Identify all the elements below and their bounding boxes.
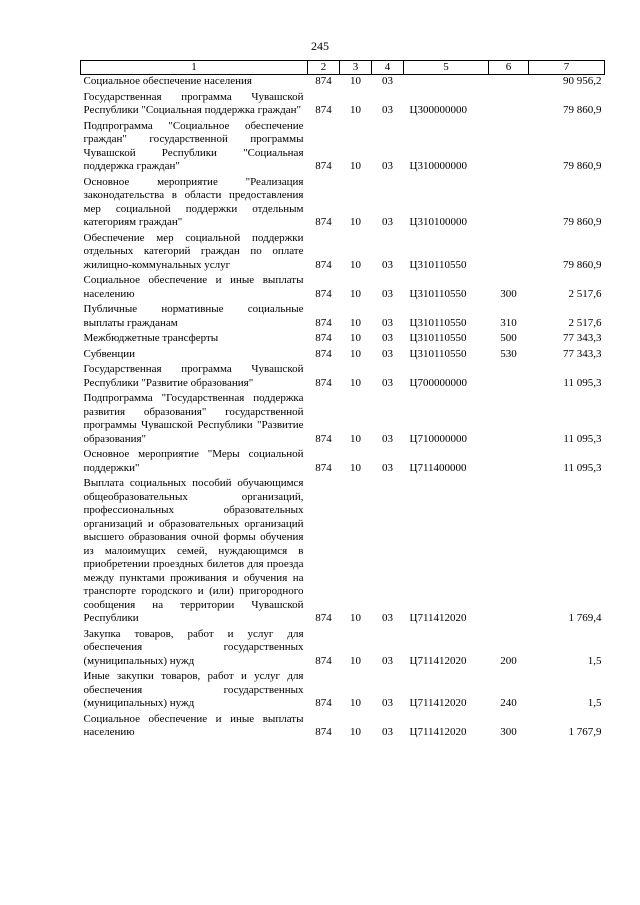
row-ministry-code: 874 (315, 160, 332, 172)
row-subsection-code: 03 (382, 726, 393, 738)
row-amount: 77 343,3 (563, 347, 602, 360)
row-subsection-code: 03 (382, 332, 393, 344)
row-section-code: 10 (350, 104, 361, 116)
header-col-6: 6 (489, 61, 529, 75)
row-ministry-code: 874 (315, 612, 332, 624)
row-ministry-code: 874 (315, 287, 332, 300)
table-row (81, 232, 605, 275)
row-description: Подпрограмма "Государственная поддержка развития образования" государственной программы Чувашской Республики "Развитие образования" (83, 392, 304, 445)
row-subsection-code: 03 (382, 216, 393, 228)
row-expense-type-code: 310 (500, 316, 517, 329)
row-expense-type-code (489, 232, 529, 275)
row-subsection-code: 03 (382, 461, 393, 474)
row-target-article-code: Ц711412020 (409, 612, 467, 624)
row-subsection-code: 03 (382, 347, 393, 360)
row-expense-type-code (489, 176, 529, 232)
row-section-code: 10 (350, 347, 361, 360)
row-expense-type-code (489, 91, 529, 120)
row-section-code: 10 (350, 258, 361, 271)
row-target-article-code: Ц310110550 (409, 316, 467, 329)
row-subsection-code: 03 (382, 697, 393, 709)
row-amount: 11 095,3 (563, 376, 602, 389)
table-row (81, 332, 605, 348)
row-target-article-code: Ц310110550 (409, 347, 467, 360)
row-subsection-code: 03 (382, 75, 393, 87)
row-section-code: 10 (350, 75, 361, 87)
row-ministry-code: 874 (315, 376, 332, 389)
header-col-7: 7 (529, 61, 605, 75)
row-amount: 11 095,3 (563, 461, 602, 474)
row-expense-type-code: 300 (500, 726, 517, 738)
row-expense-type-code: 200 (500, 654, 517, 667)
row-subsection-code: 03 (382, 104, 393, 116)
row-target-article-code: Ц711400000 (409, 461, 467, 474)
row-target-article-code: Ц310100000 (409, 216, 467, 228)
table-body (81, 75, 605, 742)
row-ministry-code: 874 (315, 316, 332, 329)
row-expense-type-code (489, 363, 529, 392)
row-description: Закупка товаров, работ и услуг для обеспечения государственных (муниципальных) нужд (83, 627, 304, 667)
row-description: Иные закупки товаров, работ и услуг для обеспечения государственных (муниципальных) нужд (83, 670, 304, 709)
row-expense-type-code (489, 477, 529, 628)
row-section-code: 10 (350, 612, 361, 624)
table-row (81, 392, 605, 448)
row-ministry-code: 874 (315, 104, 332, 116)
row-ministry-code: 874 (315, 216, 332, 228)
budget-table (80, 60, 605, 742)
row-description: Социальное обеспечение населения (83, 75, 252, 87)
row-description: Основное мероприятие "Реализация законодательства в области предоставления мер социальной поддержки отдельным категориям граждан" (83, 175, 304, 228)
row-target-article-code: Ц711412020 (409, 726, 467, 738)
row-description: Государственная программа Чувашской Республики "Развитие образования" (83, 363, 304, 389)
row-amount: 79 860,9 (563, 216, 602, 228)
row-amount: 77 343,3 (563, 332, 602, 344)
row-description: Социальное обеспечение и иные выплаты населению (83, 712, 304, 738)
row-description: Обеспечение мер социальной поддержки отдельных категорий граждан по оплате жилищно-коммунальных услуг (83, 231, 304, 271)
row-section-code: 10 (350, 316, 361, 329)
row-description: Подпрограмма "Социальное обеспечение граждан" государственной программы Чувашской Республики "Социальная поддержка граждан" (83, 119, 304, 172)
row-amount: 1 769,4 (568, 612, 602, 624)
table-row (81, 713, 605, 742)
row-section-code: 10 (350, 160, 361, 172)
header-row (81, 61, 605, 75)
row-expense-type-code: 300 (500, 287, 517, 300)
table-row (81, 91, 605, 120)
row-ministry-code: 874 (315, 75, 332, 87)
row-amount: 1,5 (587, 654, 602, 667)
row-amount: 1,5 (587, 697, 602, 709)
table-row (81, 670, 605, 713)
table-row (81, 176, 605, 232)
row-expense-type-code (489, 120, 529, 176)
row-description: Выплата социальных пособий обучающимся общеобразовательных организаций, профессиональных образовательных организаций и образовательных организаций высшего образования очной формы обучения из малоимущих семей, нуждающимся в приобретении проездных билетов для проезда между пунктами проживания и обучения на транспорте городского и (или) пригородного сообщения на территории Чувашской Республики (83, 477, 304, 624)
row-section-code: 10 (350, 332, 361, 344)
row-ministry-code: 874 (315, 332, 332, 344)
row-amount: 2 517,6 (568, 287, 602, 300)
row-section-code: 10 (350, 432, 361, 445)
row-expense-type-code: 500 (500, 332, 517, 344)
table-row (81, 303, 605, 332)
page-number: 245 (311, 39, 329, 53)
row-subsection-code: 03 (382, 376, 393, 389)
row-ministry-code: 874 (315, 654, 332, 667)
header-col-5: 5 (404, 61, 489, 75)
table-row (81, 477, 605, 628)
row-description: Основное мероприятие "Меры социальной поддержки" (83, 448, 304, 474)
row-subsection-code: 03 (382, 160, 393, 172)
table-row (81, 120, 605, 176)
row-section-code: 10 (350, 376, 361, 389)
row-section-code: 10 (350, 726, 361, 738)
row-expense-type-code: 530 (500, 347, 517, 360)
row-amount: 2 517,6 (568, 316, 602, 329)
row-ministry-code: 874 (315, 432, 332, 445)
header-col-2: 2 (308, 61, 340, 75)
row-target-article-code: Ц310110550 (409, 332, 467, 344)
row-amount: 90 956,2 (563, 75, 602, 87)
row-amount: 79 860,9 (563, 160, 602, 172)
row-ministry-code: 874 (315, 726, 332, 738)
row-subsection-code: 03 (382, 287, 393, 300)
header-col-3: 3 (340, 61, 372, 75)
header-col-1: 1 (81, 61, 308, 75)
row-target-article-code (404, 75, 489, 91)
header-col-4: 4 (372, 61, 404, 75)
row-expense-type-code (489, 448, 529, 477)
table-row (81, 75, 605, 91)
row-amount: 11 095,3 (563, 432, 602, 445)
row-description: Субвенции (83, 347, 136, 360)
table-row (81, 348, 605, 364)
row-target-article-code: Ц700000000 (409, 376, 467, 389)
row-description: Межбюджетные трансферты (83, 332, 219, 344)
row-section-code: 10 (350, 654, 361, 667)
table-row (81, 628, 605, 671)
table-row (81, 274, 605, 303)
row-subsection-code: 03 (382, 258, 393, 271)
table-row (81, 448, 605, 477)
row-target-article-code: Ц710000000 (409, 432, 467, 445)
row-description: Государственная программа Чувашской Республики "Социальная поддержка граждан" (83, 90, 304, 116)
row-target-article-code: Ц711412020 (409, 697, 467, 709)
row-section-code: 10 (350, 216, 361, 228)
row-ministry-code: 874 (315, 347, 332, 360)
row-amount: 1 767,9 (568, 726, 602, 738)
row-section-code: 10 (350, 461, 361, 474)
row-expense-type-code: 240 (500, 697, 517, 709)
row-target-article-code: Ц711412020 (409, 654, 467, 667)
row-expense-type-code (489, 75, 529, 91)
row-subsection-code: 03 (382, 432, 393, 445)
row-target-article-code: Ц310110550 (409, 287, 467, 300)
row-section-code: 10 (350, 697, 361, 709)
row-ministry-code: 874 (315, 258, 332, 271)
row-subsection-code: 03 (382, 654, 393, 667)
row-ministry-code: 874 (315, 461, 332, 474)
row-description: Публичные нормативные социальные выплаты гражданам (83, 303, 304, 329)
row-ministry-code: 874 (315, 697, 332, 709)
row-subsection-code: 03 (382, 612, 393, 624)
row-description: Социальное обеспечение и иные выплаты населению (83, 274, 304, 300)
table-row (81, 363, 605, 392)
row-target-article-code: Ц310110550 (409, 258, 467, 271)
row-expense-type-code (489, 392, 529, 448)
row-amount: 79 860,9 (563, 258, 602, 271)
row-subsection-code: 03 (382, 316, 393, 329)
row-target-article-code: Ц310000000 (409, 160, 467, 172)
row-target-article-code: Ц300000000 (409, 104, 467, 116)
row-section-code: 10 (350, 287, 361, 300)
table-header (81, 61, 605, 75)
row-amount: 79 860,9 (563, 104, 602, 116)
